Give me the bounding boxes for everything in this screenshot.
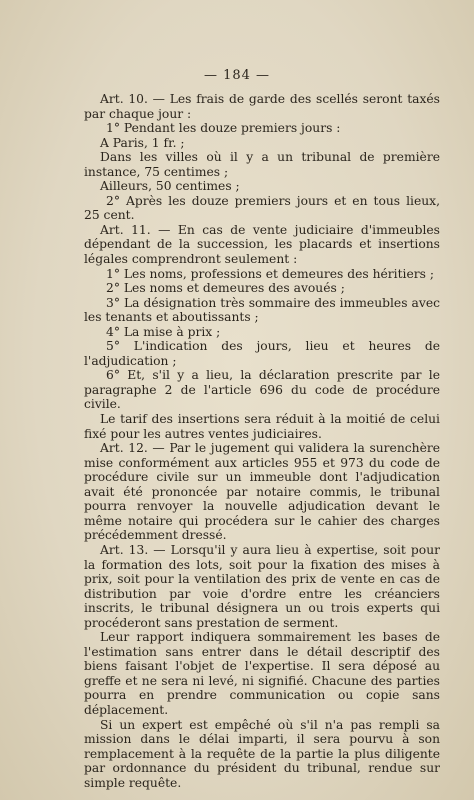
paragraph-art11-6: 6° Et, s'il y a lieu, la déclaration prescrite par le paragraphe 2 de l'article 696 du code de procédure civile.: [84, 368, 440, 412]
paragraph-art10-ailleurs: Ailleurs, 50 centimes ;: [100, 179, 240, 194]
paragraph-art13-empeche: Si un expert est empêché où s'il n'a pas rempli sa mission dans le délai imparti, il sera pourvu à son remplacement à la requête de la partie la plus diligente par ordonnance du président du tribunal, rendue sur simple requête.: [84, 717, 440, 790]
paragraph-art11-title: Art. 11. — En cas de vente judiciaire d'immeubles dépendant de la succession, les placards et insertions légales comprendront seulement :: [84, 222, 440, 267]
body-text: [84, 92, 440, 790]
page-number: — 184 —: [203, 68, 271, 83]
paragraph-art10-villes: Dans les villes où il y a un tribunal de première instance, 75 centimes ;: [84, 150, 440, 179]
paragraph-art10-1: 1° Pendant les douze premiers jours :: [106, 121, 341, 136]
paragraph-art12: Art. 12. — Par le jugement qui validera la surenchère mise conformément aux articles 955 et 973 du code de procédure civile sur un immeuble dont l'adjudication avait été prononcée par notaire commis, le tribunal pourra renvoyer la nouvelle adjudication devant le même notaire qui procédera sur le cahier des charges précédemment dressé.: [84, 441, 440, 543]
paragraph-art13-rapport: Leur rapport indiquera sommairement les bases de l'estimation sans entrer dans le détail descriptif des biens faisant l'objet de l'expertise. Il sera déposé au greffe et ne sera ni levé, ni signifié. Chacune des parties pourra en prendre communication ou copie sans déplacement.: [84, 630, 440, 717]
paragraph-art11-4: 4° La mise à prix ;: [106, 324, 221, 339]
paragraph-art11-5: 5° L'indication des jours, lieu et heures de l'adjudication ;: [84, 339, 440, 368]
paragraph-art10-title: Art. 10. — Les frais de garde des scellés seront taxés par chaque jour :: [84, 92, 440, 121]
paragraph-art11-1: 1° Les noms, professions et demeures des héritiers ;: [106, 266, 435, 281]
paragraph-art11-tarif: Le tarif des insertions sera réduit à la moitié de celui fixé pour les autres ventes judiciaires.: [84, 412, 440, 441]
paragraph-art11-3: 3° La désignation très sommaire des immeubles avec les tenants et aboutissants ;: [84, 295, 440, 325]
paragraph-art13: Art. 13. — Lorsqu'il y aura lieu à expertise, soit pour la formation des lots, soit pour la fixation des mises à prix, soit pour la ventilation des prix de vente en cas de distribution par voie d'ordre entre les créanciers inscrits, le tribunal désignera un ou trois experts qui procéderont sans prestation de serment.: [84, 542, 440, 630]
paragraph-art10-2: 2° Après les douze premiers jours et en tous lieux, 25 cent.: [84, 193, 440, 223]
paragraph-art10-paris: A Paris, 1 fr. ;: [100, 135, 185, 150]
paragraph-art11-2: 2° Les noms et demeures des avoués ;: [106, 281, 345, 296]
